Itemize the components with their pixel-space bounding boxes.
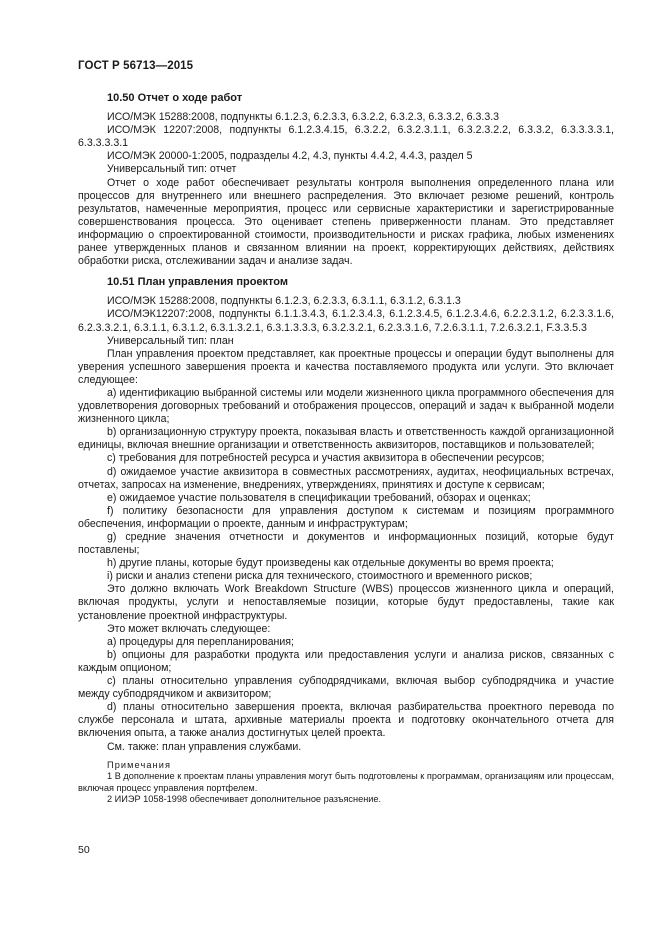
list-item: b) опционы для разработки продукта или предоставления услуги и анализа рисков, связанных с каждым опционом; [78, 648, 614, 674]
paragraph: Отчет о ходе работ обеспечивает результаты контроля выполнения определенного плана или процессов для внутреннего или внешнего распределения. Это включает резюме решений, контроль результатов, намеченные мероприятия, процесс или сервисные характеристики и зарегистрированные совершенствования процесса. Это оценивает степень приверженности планам. Это представляет информацию о спроектированной стоимости, производительности и рисках графика, любых изменениях ранее утвержденных планов и связанном влиянии на проект, корректирующих действиях, действиях обработки риска, отслеживании задач и анализе задач. [78, 176, 614, 268]
note-item: 2 ИИЭР 1058-1998 обеспечивает дополнительное разъяснение. [107, 794, 382, 805]
paragraph: ИСО/МЭК12207:2008, подпункты 6.1.1.3.4.3, 6.1.2.3.4.3, 6.1.2.3.4.5, 6.1.2.3.4.6, 6.2.2.3.1.2, 6.2.3.3.1.6, 6.2.3.3.2.1, 6.3.1.1, 6.3.1.2, 6.3.1.3.2.1, 6.3.1.3.3.3, 6.3.2.3.2.1, 6.2.3.3.1.6, 7.2.6.3.1.1, 7.2.6.3.2.1, F.3.3.5.3 [78, 308, 614, 334]
list-item: f) политику безопасности для управления доступом к системам и позициям программного обеспечения, информации о проекте, данным и инфраструктурам; [78, 504, 614, 530]
list-item: a) идентификацию выбранной системы или модели жизненного цикла программного обеспечения для удовлетворения договорных требований и отображения процессов, операций и задач к выбранной модели жизненного цикла; [78, 386, 614, 426]
notes-title: Примечания [107, 759, 172, 770]
list-item: d) ожидаемое участие аквизитора в совместных рассмотрениях, аудитах, неофициальных встречах, отчетах, запросах на изменение, внедрениях, утверждениях, принятиях и доступе к сервисам; [78, 465, 614, 491]
paragraph: ИСО/МЭК 20000-1:2005, подразделы 4.2, 4.3, пункты 4.4.2, 4.4.3, раздел 5 [107, 150, 473, 163]
paragraph: Универсальный тип: план [107, 334, 234, 347]
list-item: b) организационную структуру проекта, показывая власть и ответственность каждой организационной единицы, включая внешние организации и ответственность аквизиторов, поставщиков и пользователей; [78, 426, 614, 452]
page-number: 50 [78, 844, 90, 856]
list-item: d) планы относительно завершения проекта, включая разбирательства проектного перевода по службе персонала и штата, архивные материалы проекта и подготовку окончательного отчета для включения опыта, а также анализ достигнутых целей проекта. [78, 701, 614, 740]
document-body [78, 92, 614, 806]
note-item: 1 В дополнение к проектам планы управления могут быть подготовлены к программам, организациям или процессам, включая процесс управления портфелем. [78, 771, 614, 793]
paragraph: ИСО/МЭК 15288:2008, подпункты 6.1.2.3, 6.2.3.3, 6.3.1.1, 6.3.1.2, 6.3.1.3 [107, 295, 461, 308]
list-item: c) планы относительно управления субподрядчиками, включая выбор субподрядчика и участие между субподрядчиком и аквизитором; [78, 675, 614, 701]
list-item: i) риски и анализ степени риска для технического, стоимостного и временного рисков; [107, 570, 533, 583]
list-item: g) средние значения отчетности и документов и информационных позиций, которые будут поставлены; [78, 531, 614, 557]
paragraph: Это может включать следующее: [107, 622, 271, 635]
section-10-51-title: 10.51 План управления проектом [107, 276, 289, 289]
document-id-header: ГОСТ Р 56713—2015 [78, 60, 194, 72]
list-item: h) другие планы, которые будут произведены как отдельные документы во время проекта; [107, 557, 554, 570]
list-item: c) требования для потребностей ресурса и участия аквизитора в обеспечении ресурсов; [107, 452, 545, 465]
paragraph: Универсальный тип: отчет [107, 163, 237, 176]
paragraph: План управления проектом представляет, как проектные процессы и операции будут выполнены для уверения успешного завершения проекта и качества поставляемого продукта или услуги. Это включает следующее: [78, 347, 614, 386]
list-item: e) ожидаемое участие пользователя в спецификации требований, обзорах и оценках; [107, 491, 531, 504]
list-item: a) процедуры для перепланирования; [107, 635, 294, 648]
paragraph: См. также: план управления службами. [107, 740, 302, 753]
section-10-50-title: 10.50 Отчет о ходе работ [107, 92, 243, 104]
notes-block [78, 760, 614, 806]
paragraph: ИСО/МЭК 12207:2008, подпункты 6.1.2.3.4.15, 6.3.2.2, 6.3.2.3.1.1, 6.3.2.3.2.2, 6.3.3.2, 6.3.3.3.3.1, 6.3.3.3.3.1 [78, 124, 614, 150]
paragraph: ИСО/МЭК 15288:2008, подпункты 6.1.2.3, 6.2.3.3, 6.3.2.2, 6.3.2.3, 6.3.3.2, 6.3.3.3 [107, 111, 500, 124]
paragraph: Это должно включать Work Breakdown Structure (WBS) процессов жизненного цикла и операций, включая продукты, услуги и непоставляемые позиции, которые будут предоставлены, такие как установление проектной инфраструктуры. [78, 583, 614, 622]
